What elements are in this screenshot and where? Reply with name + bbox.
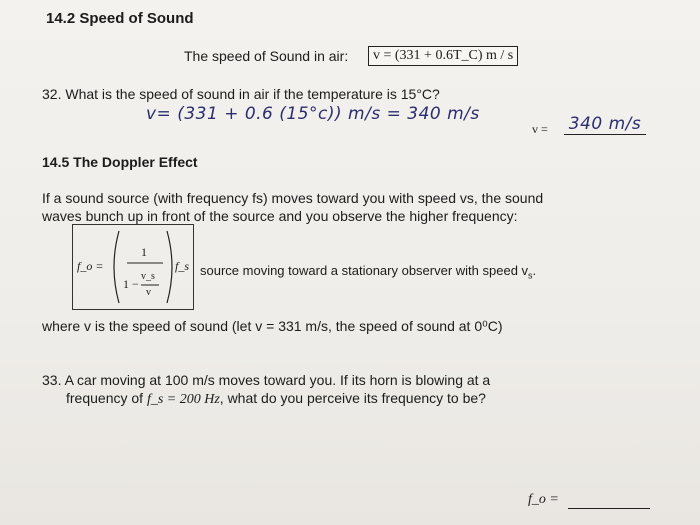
where-line: where v is the speed of sound (let v = 331 m/s, the speed of sound at 0⁰C) [42, 318, 503, 334]
formula-rhs: f_s [175, 259, 190, 273]
question-32: 32. What is the speed of sound in air if the temperature is 15°C? [42, 86, 440, 102]
question-33-suffix: , what do you perceive its frequency to be? [219, 390, 486, 406]
question-33-prefix: frequency of [66, 390, 144, 406]
right-paren [167, 231, 172, 303]
formula-caption [200, 263, 536, 281]
question-33-line1: 33. A car moving at 100 m/s moves toward you. If its horn is blowing at a [42, 372, 491, 388]
handwritten-answer-32: 340 m/s [564, 114, 646, 135]
formula-label: The speed of Sound in air: [184, 48, 349, 64]
doppler-paragraph-line1: If a sound source (with frequency fs) moves toward you with speed vs, the sound [42, 190, 544, 206]
answer-label-33: f_o = [528, 492, 559, 507]
doppler-paragraph-line2: waves bunch up in front of the source and you observe the higher frequency: [42, 208, 518, 224]
handwritten-work-32: v= (331 + 0.6 (15°c)) m/s = 340 m/s [146, 104, 480, 124]
answer-line-32 [564, 114, 646, 135]
answer-label-32: v = [532, 122, 548, 136]
question-33-line2 [66, 390, 486, 408]
section-heading-doppler: 14.5 The Doppler Effect [42, 154, 198, 170]
left-paren [114, 231, 119, 303]
formula-caption-end: . [532, 263, 537, 278]
formula-lhs: f_o = [77, 259, 104, 273]
section-heading-speed-of-sound: 14.2 Speed of Sound [46, 10, 194, 27]
formula-denom-frac-bottom: v [146, 287, 151, 298]
answer-line-33[interactable] [568, 498, 650, 509]
formula-numerator: 1 [141, 245, 147, 259]
question-33-formula: f_s = 200 Hz [146, 392, 220, 407]
formula-denom-frac-top: v_s [141, 271, 155, 282]
formula-caption-sub: s [528, 270, 533, 281]
doppler-formula-box [72, 224, 194, 310]
formula-denom-left: 1 − [123, 277, 139, 291]
formula-caption-text: source moving toward a stationary observer with speed v [200, 263, 529, 278]
speed-of-sound-formula: v = (331 + 0.6T_C) m / s [368, 46, 518, 66]
